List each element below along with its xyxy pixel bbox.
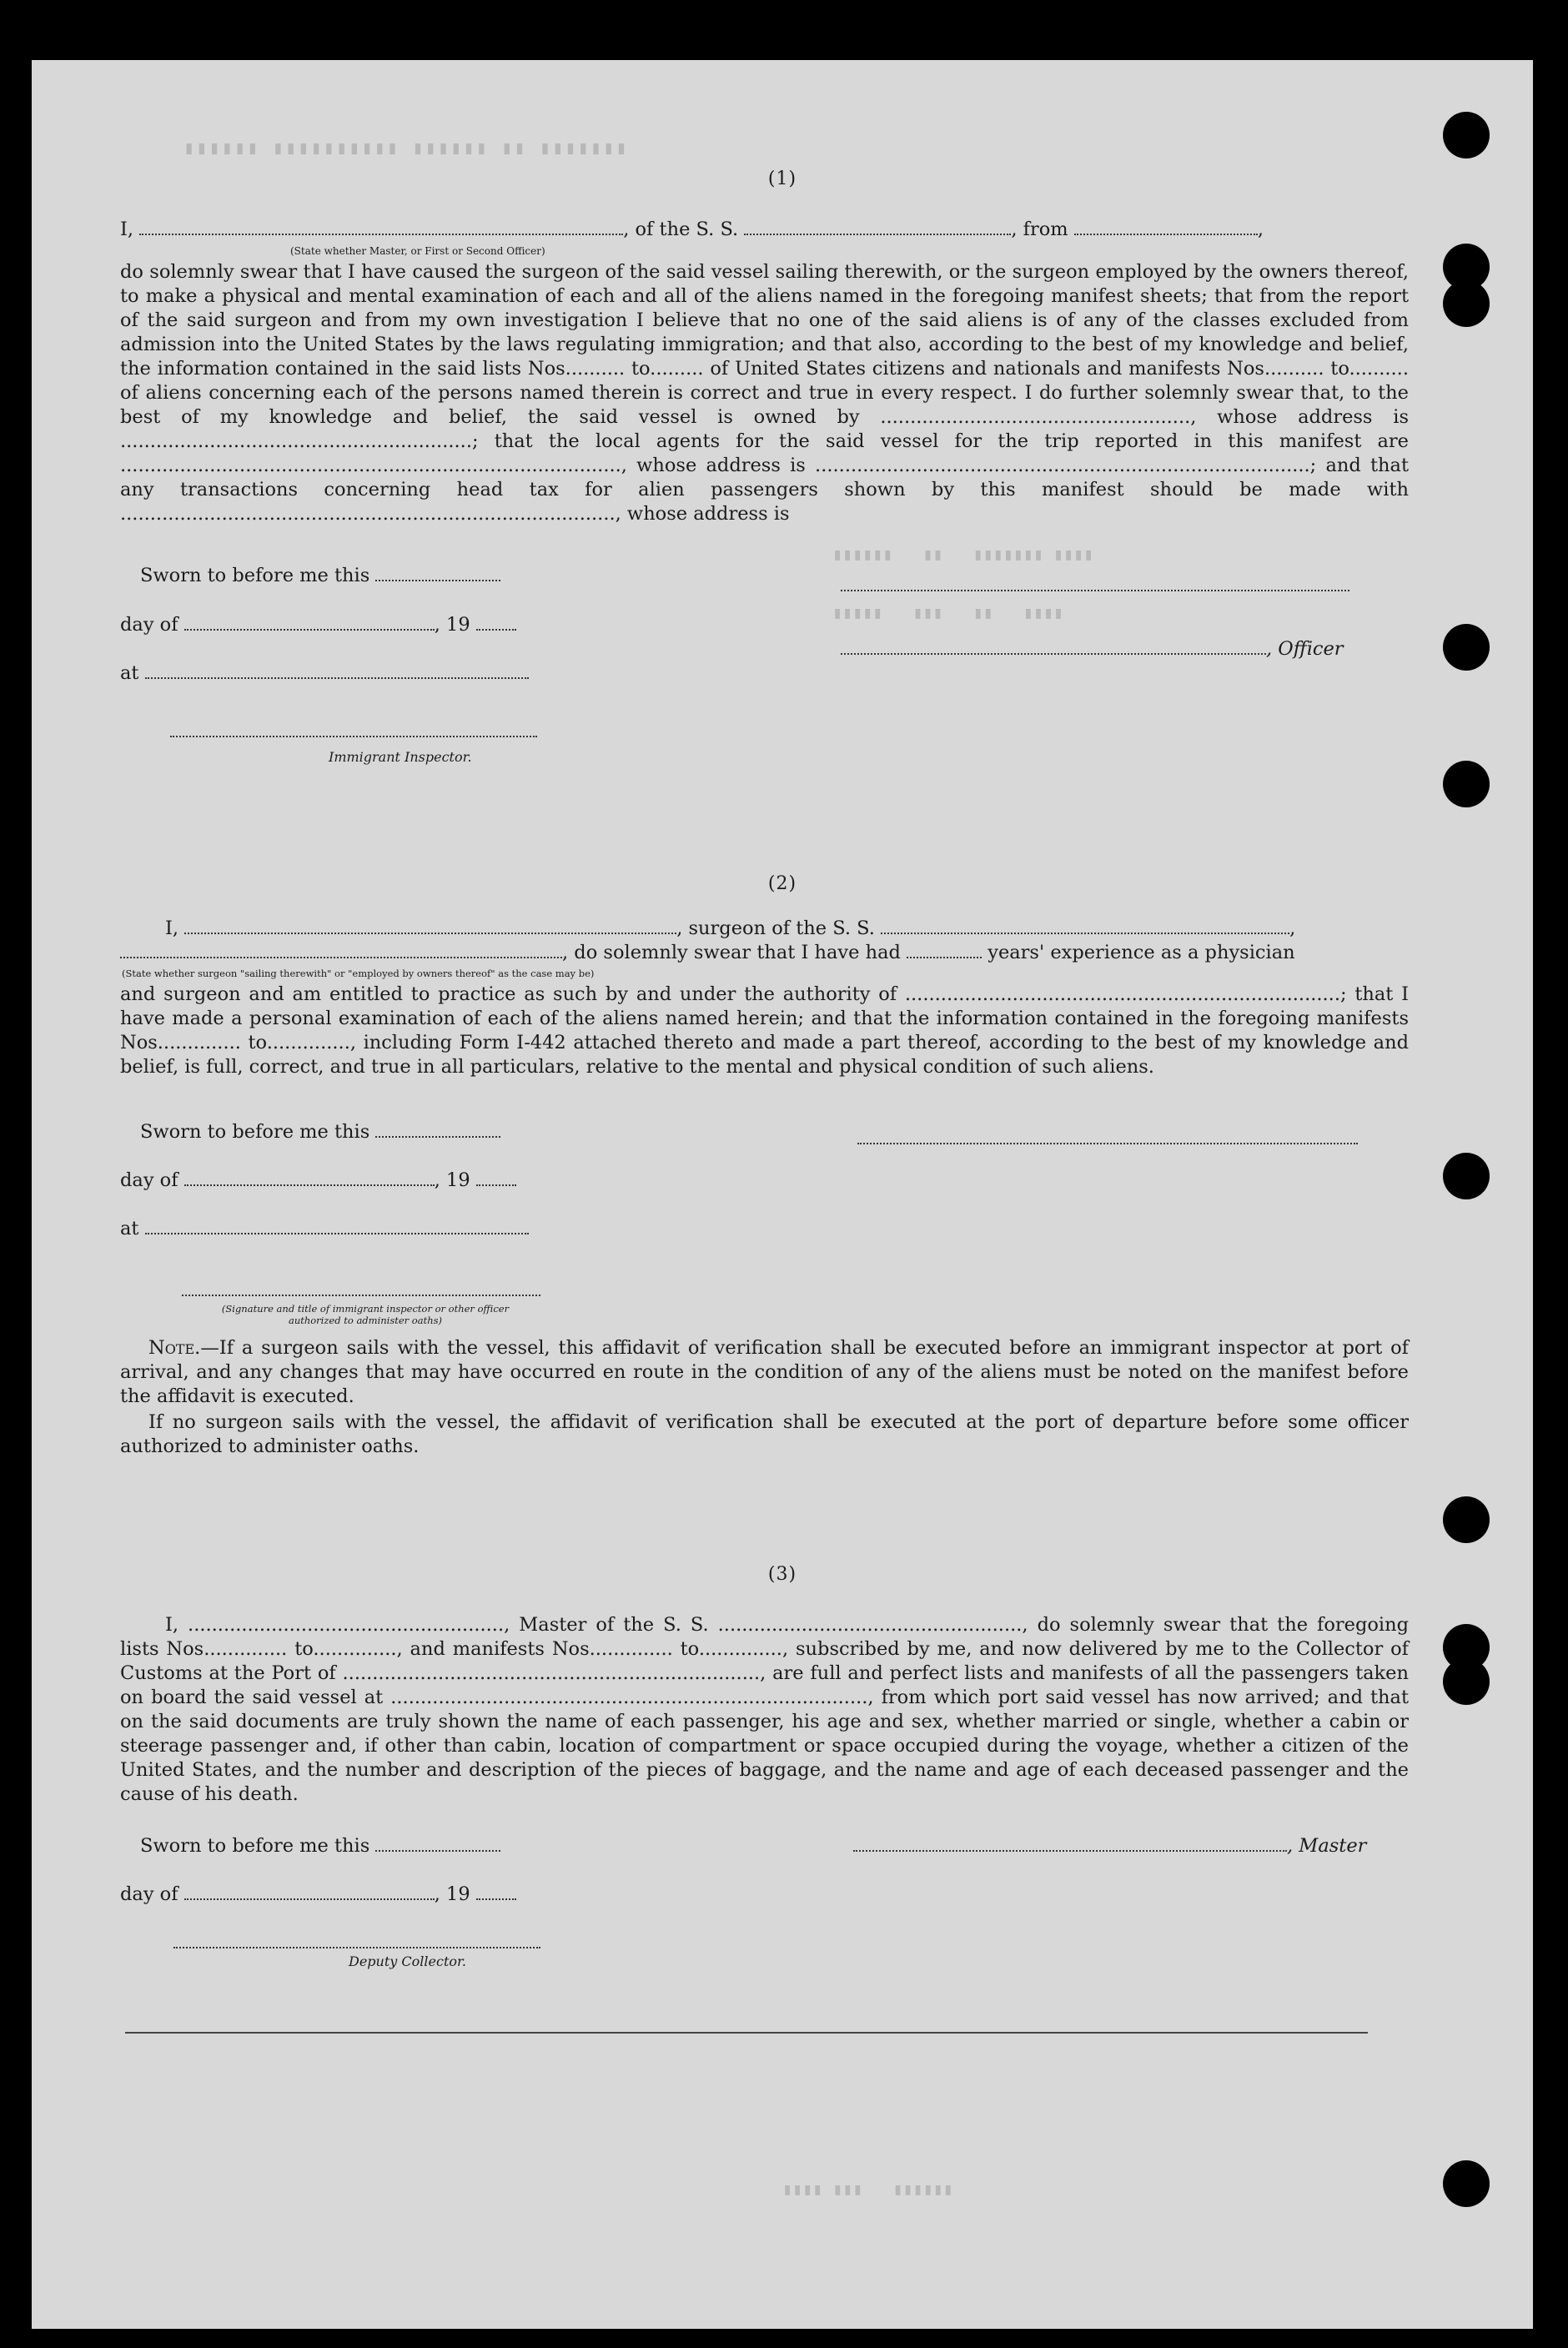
section-2-sworn: Sworn to before me this xyxy=(140,1121,500,1143)
surgeon-signature-line[interactable] xyxy=(857,1143,1358,1144)
bleed-through-lines: ▮▮▮▮▮ ▮▮▮ ▮▮ ▮▮▮▮ xyxy=(832,602,1063,622)
section-2-line1: I, , surgeon of the S. S. , xyxy=(165,918,1296,939)
binder-hole xyxy=(1443,761,1490,807)
immigrant-inspector-caption: Immigrant Inspector. xyxy=(329,749,472,765)
binder-hole xyxy=(1443,624,1490,671)
binder-hole xyxy=(1443,1153,1490,1199)
binder-hole xyxy=(1443,2160,1490,2207)
section-1-day: day of , 19 xyxy=(120,614,516,636)
inspector-signature-line-2[interactable] xyxy=(182,1295,540,1296)
section-2-day: day of , 19 xyxy=(120,1169,516,1191)
section-2-body: and surgeon and am entitled to practice as such by and under the authority of .........................................................................; that I have made a personal examination of each of the aliens named herein; and that the information contained in the foregoing manifests Nos.............. to.............., including Form I-442 attached thereto and made a part thereof, according to the best of my knowledge and belief, is full, correct, and true in all particulars, relative to the mental and physical condition of such aliens. xyxy=(120,983,1409,1078)
section-1-officer: , Officer xyxy=(841,638,1344,660)
section-2-at: at xyxy=(120,1218,529,1239)
section-1-sworn: Sworn to before me this xyxy=(140,565,500,586)
bleed-through-lines: ▮▮▮▮▮▮ ▮▮ ▮▮▮▮▮▮▮ ▮▮▮▮ xyxy=(832,544,1094,564)
section-1-at: at xyxy=(120,662,529,684)
place-field[interactable] xyxy=(145,662,529,679)
section-1-line1: I, , of the S. S. , from , xyxy=(120,219,1264,240)
ship-name-field-2[interactable] xyxy=(881,918,1289,934)
sworn-date-field[interactable] xyxy=(375,565,500,581)
master-signature-field[interactable] xyxy=(853,1835,1287,1852)
day-of-month-field-2[interactable] xyxy=(184,1169,435,1186)
ship-name-field[interactable] xyxy=(744,219,1011,235)
sworn-date-field-2[interactable] xyxy=(375,1121,500,1138)
year-field-3[interactable] xyxy=(476,1883,516,1900)
year-field-2[interactable] xyxy=(476,1169,516,1186)
section-2-line2: , do solemnly swear that I have had years' experience as a physician xyxy=(120,942,1295,963)
day-of-month-field[interactable] xyxy=(184,614,435,631)
surgeon-type-field[interactable] xyxy=(120,942,562,958)
section-1-body: do solemnly swear that I have caused the surgeon of the said vessel sailing therewith, or the surgeon employed by the owners thereof, to make a physical and mental examination of each and all of the aliens named in the foregoing manifest sheets; that from the report of the said surgeon and from my own investigation I believe that no one of the said aliens is of any of the classes excluded from admission into the United States by the laws regulating immigration; and that also, according to the best of my knowledge and belief, the information contained in the said lists Nos.......... to......... of United States citizens and nationals and manifests Nos.......... to.......... of aliens concerning each of the persons named therein is correct and true in every respect. I do further solemnly swear that, to the best of my knowledge and belief, the said vessel is owned by ...................................................., whose address is ...........................................................; that the local agents for the said vessel for the trip reported in this manifest are ...................................................................................., whose address is ...................................................................................; and that any transactions concerning head tax for alien passengers shown by this manifest should be made with ..................................................................................., whose address is xyxy=(120,261,1409,525)
section-1-number: (1) xyxy=(767,168,797,189)
bleed-through-footer: ▮▮▮▮ ▮▮▮ ▮▮▮▮▮▮ xyxy=(782,2179,953,2199)
signature-caption: (Signature and title of immigrant inspector or other officer authorized to administer oaths) xyxy=(221,1303,510,1326)
section-2-note-2: If no surgeon sails with the vessel, the affidavit of verification shall be executed at the port of departure before some officer authorized to administer oaths. xyxy=(120,1411,1409,1457)
departure-port-field[interactable] xyxy=(1074,219,1258,235)
binder-hole xyxy=(1443,280,1490,327)
section-2-note: Note.—If a surgeon sails with the vessel, this affidavit of verification shall be executed before an immigrant inspector at port of arrival, and any changes that may have occurred en route in the condition of any of the aliens must be noted on the manifest before the affidavit is executed. xyxy=(120,1337,1409,1407)
form-sheet xyxy=(32,60,1533,2329)
master-note: (State whether Master, or First or Second Officer) xyxy=(290,245,545,257)
bottom-rule xyxy=(125,2032,1368,2034)
section-3-sworn: Sworn to before me this xyxy=(140,1835,500,1857)
bleed-through-header: ▮▮▮▮▮▮▮ ▮▮ ▮▮▮▮▮▮ ▮▮▮▮▮▮▮▮▮▮ ▮▮▮▮▮▮ xyxy=(182,139,627,160)
section-3-body: I, ....................................................., Master of the S. S. ..................................................., do solemnly swear that the foregoing lists Nos.............. to.............., and manifests Nos.............. to.............., subscribed by me, and now delivered by me to the Collector of Customs at the Port of ......................................................................, are full and perfect lists and manifests of all the passengers taken on board the said vessel at ................................................................................, from which port said vessel has now arrived; and that on the said documents are truly shown the name of each passenger, his age and sex, whether married or single, whether a cabin or steerage passenger and, if other than cabin, location of compartment or space occupied during the voyage, whether a citizen of the United States, and the number and description of the pieces of baggage, and the name and age of each deceased passenger and the cause of his death. xyxy=(120,1614,1409,1805)
years-experience-field[interactable] xyxy=(907,942,982,958)
binder-hole xyxy=(1443,1658,1490,1705)
year-field[interactable] xyxy=(476,614,516,631)
surgeon-note: (State whether surgeon "sailing therewith" or "employed by owners thereof" as the case may be) xyxy=(122,968,595,979)
deputy-collector-caption: Deputy Collector. xyxy=(349,1953,466,1969)
officer-rank-field[interactable] xyxy=(139,219,623,235)
sworn-date-field-3[interactable] xyxy=(375,1835,500,1852)
section-3-number: (3) xyxy=(767,1564,797,1585)
inspector-signature-line[interactable] xyxy=(170,736,537,737)
surgeon-name-field[interactable] xyxy=(184,918,676,934)
collector-signature-line[interactable] xyxy=(173,1947,540,1948)
section-3-day: day of , 19 xyxy=(120,1883,516,1905)
officer-signature-top-line[interactable] xyxy=(841,590,1349,591)
section-2-number: (2) xyxy=(767,873,797,894)
section-3-master: , Master xyxy=(853,1835,1366,1857)
place-field-2[interactable] xyxy=(145,1218,529,1234)
day-of-month-field-3[interactable] xyxy=(184,1883,435,1900)
binder-hole xyxy=(1443,112,1490,158)
officer-signature-field[interactable] xyxy=(841,638,1266,655)
binder-hole xyxy=(1443,1496,1490,1543)
